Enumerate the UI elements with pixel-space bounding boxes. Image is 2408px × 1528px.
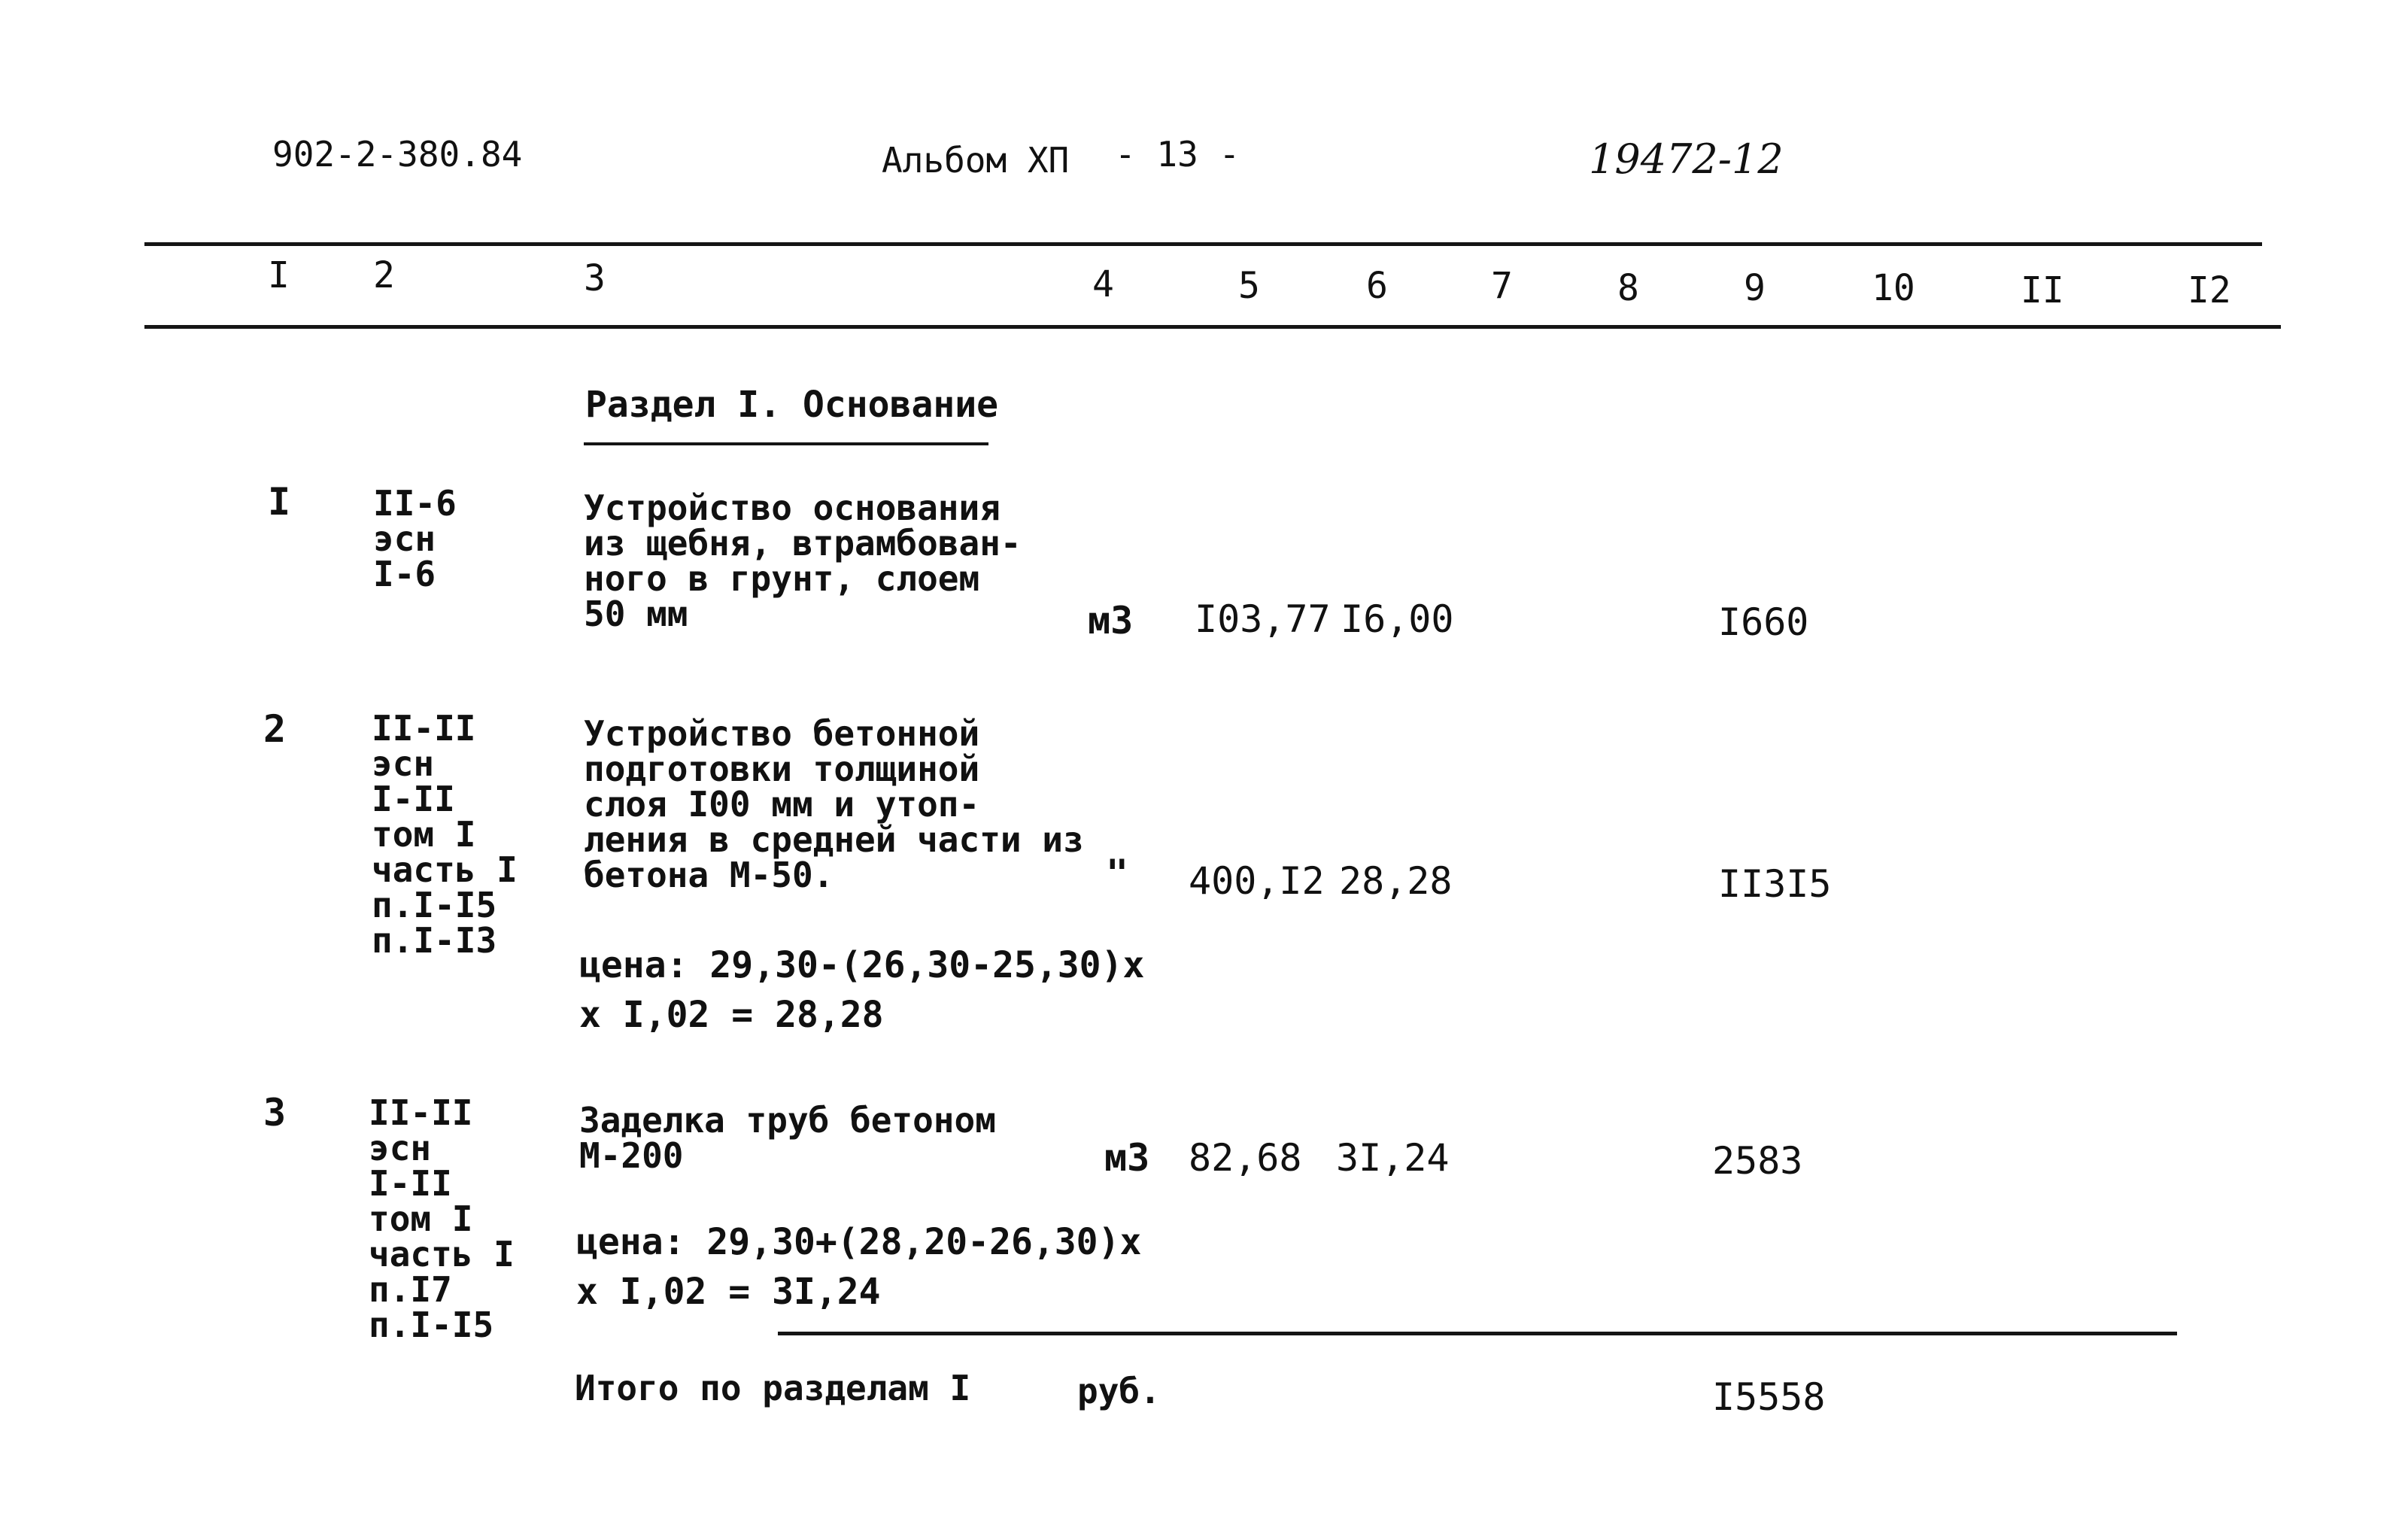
header-bottom-rule xyxy=(144,325,2281,329)
column-number: 6 xyxy=(1366,265,1388,307)
summary-total: I5558 xyxy=(1712,1375,1826,1419)
unit-price: 3I,24 xyxy=(1336,1136,1450,1180)
total-cost: I660 xyxy=(1718,600,1809,644)
unit-price: I6,00 xyxy=(1341,597,1454,641)
row-number: 2 xyxy=(263,707,287,751)
column-number: 8 xyxy=(1617,267,1639,309)
norm-reference: II-II эсн I-II том I часть I п.I-I5 п.I-I3 xyxy=(372,708,518,961)
column-number: 7 xyxy=(1491,265,1513,307)
total-cost: II3I5 xyxy=(1718,862,1832,906)
column-number: 10 xyxy=(1872,267,1915,309)
column-number: 4 xyxy=(1092,263,1114,305)
header-top-rule xyxy=(144,242,2262,246)
section-title: Раздел I. Основание xyxy=(585,384,999,426)
column-number: 5 xyxy=(1238,265,1260,307)
unit-price: 28,28 xyxy=(1339,859,1453,903)
summary-label: Итого по разделам I xyxy=(575,1368,971,1408)
unit: м3 xyxy=(1088,599,1134,642)
column-number: II xyxy=(2021,269,2064,311)
row-number: 3 xyxy=(263,1091,287,1135)
quantity: I03,77 xyxy=(1195,597,1331,641)
price-calculation: цена: 29,30-(26,30-25,30)х х I,02 = 28,28 xyxy=(579,944,1145,1036)
summary-rule xyxy=(778,1332,2177,1335)
norm-reference: II-II эсн I-II том I часть I п.I7 п.I-I5 xyxy=(369,1092,515,1345)
work-description: Устройство бетонной подготовки толщиной слоя I00 мм и утоп- ления в средней части из бетона М-50. xyxy=(584,713,1084,895)
inventory-number: 19472-12 xyxy=(1589,135,1784,183)
unit: м3 xyxy=(1104,1136,1150,1180)
column-number: 3 xyxy=(584,257,606,299)
album-label: Альбом XП xyxy=(882,140,1070,181)
unit: " xyxy=(1106,852,1129,895)
column-number: I xyxy=(268,254,290,296)
total-cost: 2583 xyxy=(1712,1139,1803,1183)
page-number: - 13 - xyxy=(1115,134,1240,175)
doc-code: 902-2-380.84 xyxy=(272,134,523,175)
work-description: Устройство основания из щебня, втрамбован- ного в грунт, слоем 50 мм xyxy=(584,488,1022,634)
norm-reference: II-6 эсн I-6 xyxy=(373,483,457,594)
column-number: 9 xyxy=(1744,267,1766,309)
summary-unit: руб. xyxy=(1077,1371,1161,1411)
price-calculation: цена: 29,30+(28,20-26,30)х х I,02 = 3I,24 xyxy=(576,1221,1142,1313)
work-description: Заделка труб бетоном М-200 xyxy=(579,1100,996,1176)
quantity: 82,68 xyxy=(1189,1136,1302,1180)
quantity: 400,I2 xyxy=(1189,859,1325,903)
row-number: I xyxy=(268,480,291,524)
section-title-underline xyxy=(584,442,988,445)
column-number: I2 xyxy=(2188,269,2231,311)
column-number: 2 xyxy=(373,254,395,296)
